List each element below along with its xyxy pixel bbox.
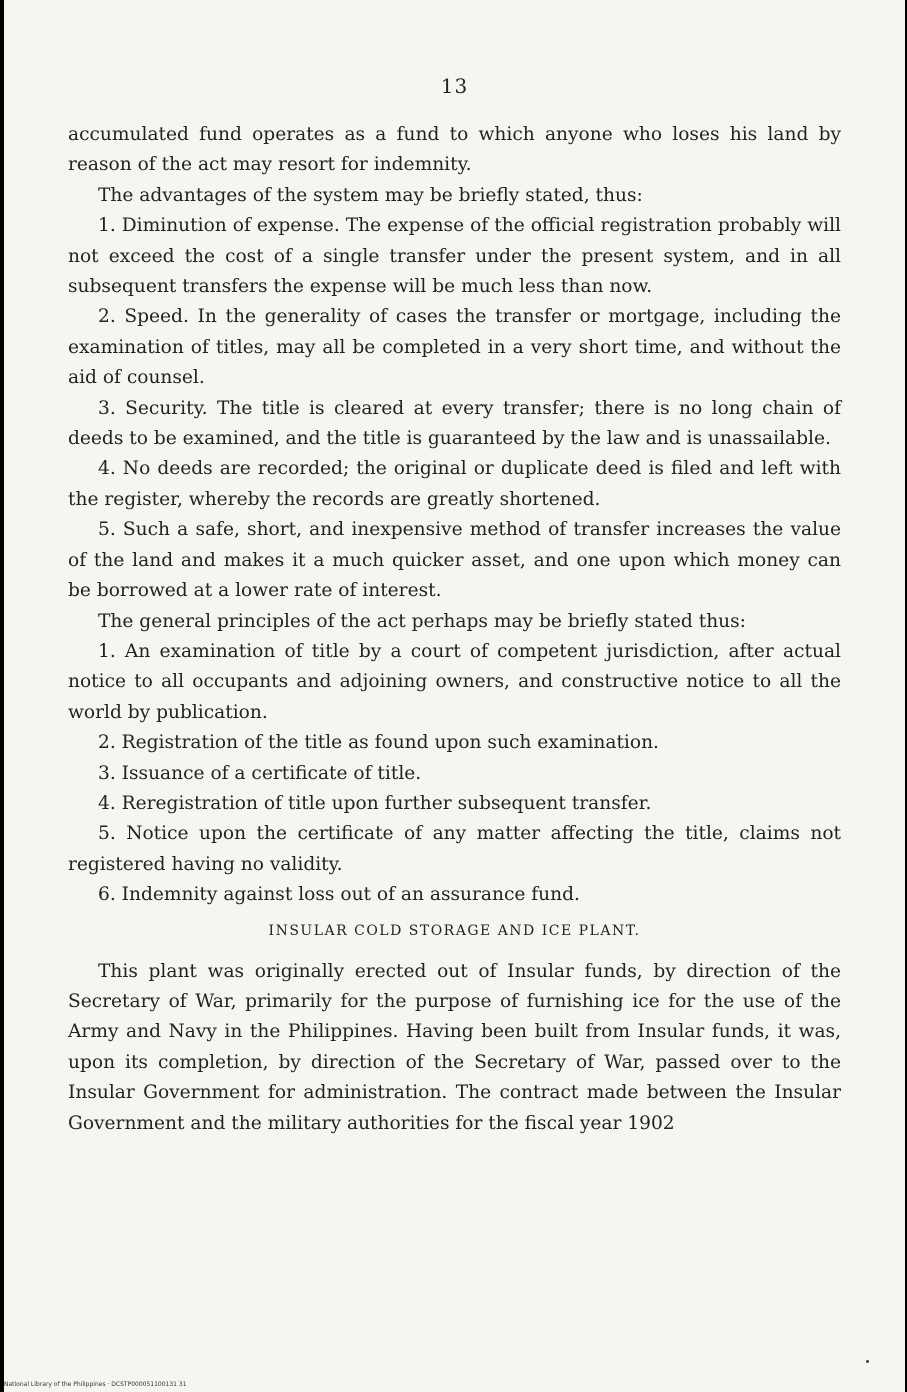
list-item-principle-3: 3. Issuance of a certificate of title. (98, 762, 422, 784)
scan-speck (866, 1360, 869, 1363)
list-item-principle-6: 6. Indemnity against loss out of an assurance fund. (98, 884, 580, 906)
list-item-advantage-4: 4. No deeds are recorded; the original or duplicate deed is filed and left with the register, whereby the records are greatly shortened. (68, 458, 841, 510)
list-item-advantage-1: 1. Diminution of expense. The expense of the official registration probably will not exceed the cost of a single transfer under the present system, and in all subsequent transfers the expense will be much less than now. (68, 215, 841, 298)
paragraph-cold-storage: This plant was originally erected out of Insular funds, by direction of the Secretary of War, primarily for the purpose of furnishing ice for the use of the Army and Navy in the Philippines. Having been built from Insular funds, it was, upon its completion, by direction of the Secretary of War, passed over to the Insular Government for administration. The contract made between the Insular Government and the military authorities for the fiscal year 1902 (68, 960, 841, 1134)
list-item-principle-5: 5. Notice upon the certificate of any matter affecting the title, claims not registered having no validity. (68, 823, 841, 875)
footer-credit: National Library of the Philippines · DCSTP000051100131 31 (4, 1381, 187, 1388)
section-heading: INSULAR COLD STORAGE AND ICE PLANT. (268, 922, 641, 939)
paragraph-principles-intro: The general principles of the act perhaps may be briefly stated thus: (98, 610, 746, 632)
body-text (68, 120, 841, 1139)
list-item-principle-4: 4. Reregistration of title upon further subsequent transfer. (98, 792, 652, 814)
list-item-advantage-5: 5. Such a safe, short, and inexpensive method of transfer increases the value of the land and makes it a much quicker asset, and one upon which money can be borrowed at a lower rate of interest. (68, 519, 841, 602)
list-item-principle-2: 2. Registration of the title as found upon such examination. (98, 732, 659, 754)
paragraph-advantages-intro: The advantages of the system may be briefly stated, thus: (98, 184, 643, 206)
list-item-advantage-3: 3. Security. The title is cleared at every transfer; there is no long chain of deeds to be examined, and the title is guaranteed by the law and is unassailable. (68, 397, 841, 450)
document-page (4, 0, 905, 1392)
paragraph-continuation: accumulated fund operates as a fund to which anyone who loses his land by reason of the act may resort for indemnity. (68, 124, 841, 176)
page-number: 13 (440, 74, 469, 98)
list-item-advantage-2: 2. Speed. In the generality of cases the transfer or mortgage, including the examination of titles, may all be completed in a very short time, and without the aid of counsel. (68, 306, 841, 389)
list-item-principle-1: 1. An examination of title by a court of competent jurisdiction, after actual notice to all occupants and adjoining owners, and constructive notice to all the world by publication. (68, 640, 841, 723)
